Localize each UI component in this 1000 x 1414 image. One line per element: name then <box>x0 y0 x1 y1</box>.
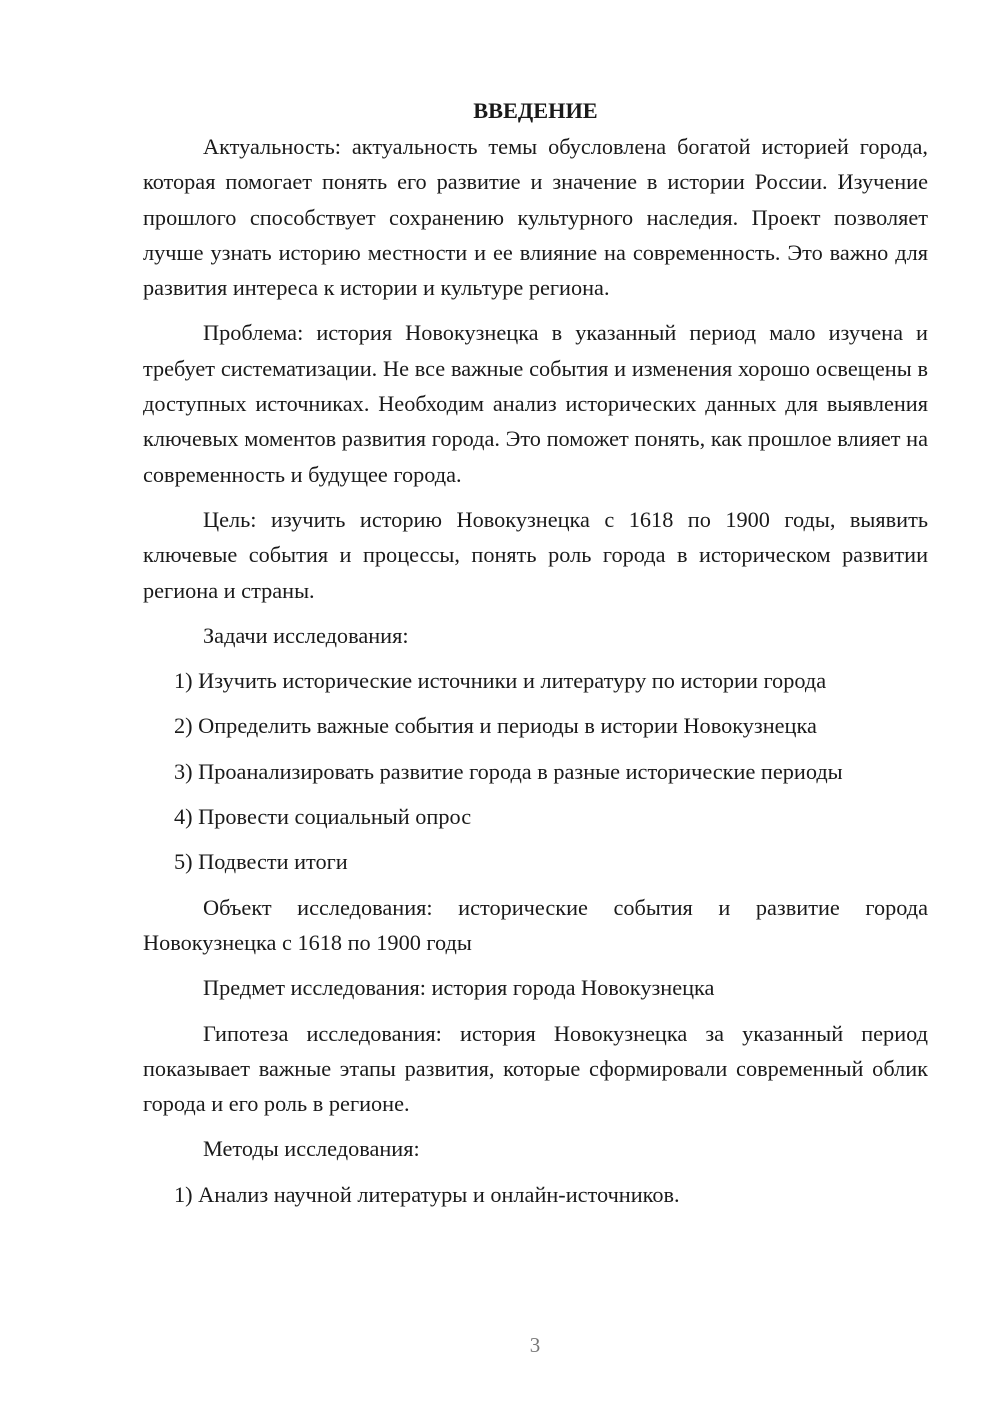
tasks-heading: Задачи исследования: <box>203 622 409 648</box>
task-item: 5) Подвести итоги <box>174 849 348 875</box>
task-item: 1) Изучить исторические источники и литературу по истории города <box>174 668 827 694</box>
section-title: ВВЕДЕНИЕ <box>473 98 598 123</box>
task-item: 2) Определить важные события и периоды в истории Новокузнецка <box>174 713 817 739</box>
subject-paragraph: Предмет исследования: история города Новокузнецка <box>203 975 715 1001</box>
task-item: 3) Проанализировать развитие города в разные исторические периоды <box>174 758 843 784</box>
relevance-paragraph: Актуальность: актуальность темы обусловлена богатой историей города, которая помогает понять его развитие и значение в истории России. Изучение прошлого способствует сохранению культурного наследия. Проект позволяет лучше узнать историю местности и ее влияние на современность. Это важно для развития интереса к истории и культуре региона. <box>143 134 928 301</box>
hypothesis-paragraph: Гипотеза исследования: история Новокузнецка за указанный период показывает важные этапы развития, которые сформировали современный облик города и его роль в регионе. <box>143 1020 928 1117</box>
object-paragraph: Объект исследования: исторические события и развитие города Новокузнецка с 1618 по 1900 годы <box>143 894 928 955</box>
document-page <box>143 94 928 1222</box>
problem-paragraph: Проблема: история Новокузнецка в указанный период мало изучена и требует систематизации. Не все важные события и изменения хорошо освещены в доступных источниках. Необходим анализ исторических данных для выявления ключевых моментов развития города. Это поможет понять, как прошлое влияет на современность и будущее города. <box>143 320 928 487</box>
method-item: 1) Анализ научной литературы и онлайн-источников. <box>174 1181 680 1207</box>
task-item: 4) Провести социальный опрос <box>174 804 472 830</box>
methods-heading: Методы исследования: <box>203 1136 420 1162</box>
goal-paragraph: Цель: изучить историю Новокузнецка с 1618 по 1900 годы, выявить ключевые события и процессы, понять роль города в историческом развитии региона и страны. <box>143 506 928 603</box>
page-number: 3 <box>529 1333 541 1357</box>
